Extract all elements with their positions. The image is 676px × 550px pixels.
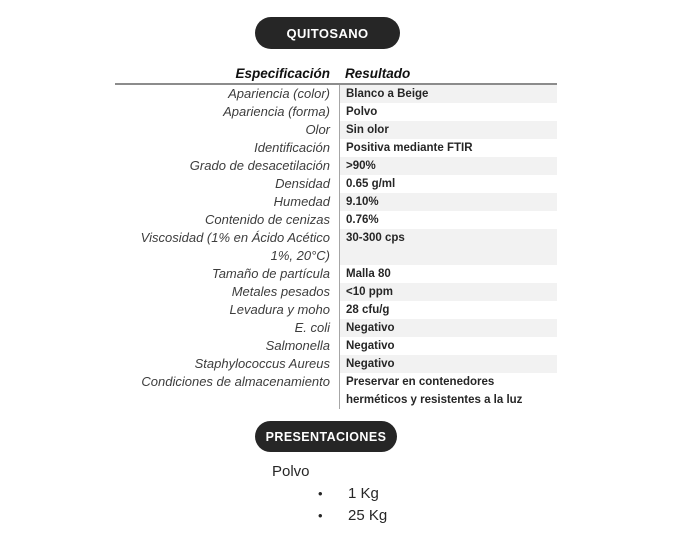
table-row: [115, 301, 557, 319]
result-cell: >90%: [339, 157, 557, 175]
table-row: [115, 355, 557, 373]
presentation-options-list: [318, 485, 387, 529]
specification-table: [115, 66, 557, 409]
result-cell: Blanco a Beige: [339, 85, 557, 103]
header-resultado: Resultado: [345, 66, 411, 81]
table-row: [115, 265, 557, 283]
header-especificacion: Especificación: [235, 66, 330, 81]
spec-cell: E. coli: [294, 320, 330, 335]
bullet-icon: •: [318, 486, 323, 501]
table-body: [115, 83, 557, 409]
spec-cell: Identificación: [254, 140, 330, 155]
product-title-badge: [255, 17, 400, 49]
result-cell: <10 ppm: [339, 283, 557, 301]
result-cell: 9.10%: [339, 193, 557, 211]
result-cell: Polvo: [339, 103, 557, 121]
list-item-label: 25 Kg: [348, 507, 388, 524]
presentations-title-badge: [255, 421, 397, 452]
table-row: [115, 229, 557, 265]
product-title-label: QUITOSANO: [286, 25, 369, 41]
result-cell: 28 cfu/g: [339, 301, 557, 319]
spec-cell: Condiciones de almacenamiento: [141, 374, 330, 389]
result-cell: Malla 80: [339, 265, 557, 283]
spec-cell: Staphylococcus Aureus: [194, 356, 330, 371]
table-row: [115, 103, 557, 121]
presentations-title-label: PRESENTACIONES: [265, 429, 387, 444]
spec-cell: Grado de desacetilación: [189, 158, 330, 173]
spec-cell: Olor: [305, 122, 330, 137]
result-cell: Negativo: [339, 337, 557, 355]
table-row: [115, 211, 557, 229]
list-item-label: 1 Kg: [348, 485, 379, 502]
table-row: [115, 193, 557, 211]
spec-cell: Densidad: [275, 176, 330, 191]
result-cell: Sin olor: [339, 121, 557, 139]
result-cell: Preservar en contenedores herméticos y resistentes a la luz: [339, 373, 557, 409]
presentation-form-label: Polvo: [272, 463, 310, 480]
spec-cell: Apariencia (forma): [223, 104, 330, 119]
result-cell: Negativo: [339, 355, 557, 373]
result-cell: 0.76%: [339, 211, 557, 229]
bullet-icon: •: [318, 508, 323, 523]
spec-cell: Levadura y moho: [229, 302, 330, 317]
table-row: [115, 85, 557, 103]
spec-cell: Viscosidad (1% en Ácido Acético 1%, 20°C): [140, 230, 330, 263]
table-row: [115, 373, 557, 409]
spec-cell: Salmonella: [265, 338, 330, 353]
result-cell: 30-300 cps: [339, 229, 557, 265]
list-item: [318, 485, 387, 507]
table-row: [115, 157, 557, 175]
table-row: [115, 175, 557, 193]
list-item: [318, 507, 387, 529]
result-cell: 0.65 g/ml: [339, 175, 557, 193]
table-header-row: [115, 66, 557, 83]
result-cell: Positiva mediante FTIR: [339, 139, 557, 157]
spec-cell: Contenido de cenizas: [204, 212, 330, 227]
table-row: [115, 337, 557, 355]
result-cell: Negativo: [339, 319, 557, 337]
table-row: [115, 121, 557, 139]
spec-cell: Metales pesados: [231, 284, 330, 299]
table-row: [115, 283, 557, 301]
table-row: [115, 139, 557, 157]
table-row: [115, 319, 557, 337]
spec-cell: Humedad: [273, 194, 330, 209]
spec-cell: Apariencia (color): [228, 86, 330, 101]
spec-cell: Tamaño de partícula: [211, 266, 330, 281]
